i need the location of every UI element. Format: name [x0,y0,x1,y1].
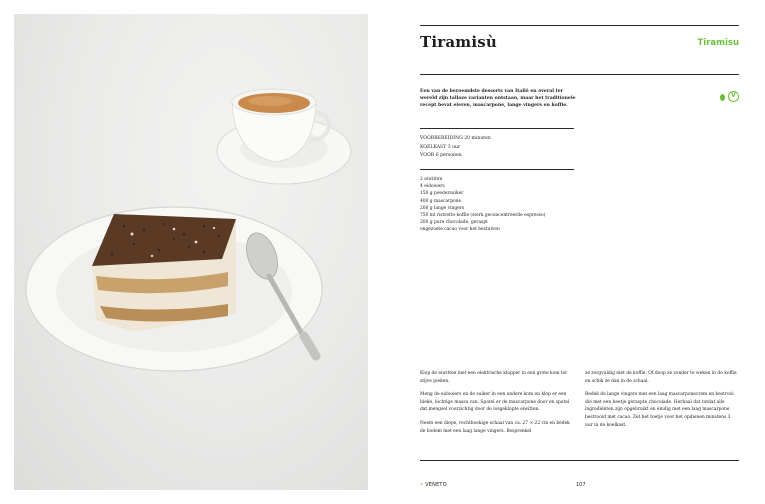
ingredient-item: 200 g lange vingers [420,205,465,211]
servings: VOOR 6 personen [420,153,462,159]
title-rule [420,74,739,75]
recipe-intro: Een van de beroemdste desserts van Italië en overal ter wereld zijn talloze varianten ontstaan, maar het traditionele recept bevat eieren, mascarpone, lange vingers en koffie. [420,89,576,108]
method-column-right [585,370,739,435]
recipe-title: Tiramisù [420,33,498,51]
method-step: Neem een diepe, rechthoekige schaal van ca. 27 × 22 cm en bedek de bodem met een laag lange vingers. Besprenkel [420,420,570,434]
ingredient-item: 2 eiwitten [420,177,443,182]
method-step: ze zorgvuldig met de koffie. Of doop ze zonder te weken in de koffie en schik ze dan in de schaal. [585,371,737,384]
page-number: 107 [576,482,586,488]
ingredient-item: 750 ml ristretto-koffie (sterk geconcentreerde espresso) [420,213,546,219]
fridge-time: KOELKAST 3 uur [420,144,461,150]
green-dot-icon [720,94,725,101]
method-column-left [420,370,574,441]
ingredient-item: 4 eidooiers [420,184,445,190]
vegetarian-badge-icon: V [728,91,739,102]
section-name: VENETO [425,482,447,488]
ingredient-item: 150 g poedersuiker [420,191,464,197]
tiramisu-illustration [14,14,368,490]
ingredient-item: ongezoete cacao voor het bestuiven [420,227,500,233]
ingredient-list [420,176,600,234]
method-step: Bedek de lange vingers met een laag mascarponecrem en bestrooi die met een beetje geraspte chocolade. Herhaal dat totdat alle ingrediënten zijn opgebruikt en eindig met een laag mascarpone bestrooid met cacao. Zet het toetje voor het opdienen minstens 3 uur in de koelkast. [585,392,734,428]
method-step: Klop de eiwitten met een elektrische klopper in een grote kom tot stijve pieken. [420,371,568,384]
top-rule [420,25,739,26]
recipe-subtitle: Tiramisu [697,38,739,48]
prep-info [420,135,580,161]
bullet-icon: • [420,482,424,488]
footer-section [420,482,447,488]
prep-rule [420,169,574,170]
method-step: Meng de eidooiers en de suiker in een andere kom en klop er een bleke, luchtige massa van. Spatel er de mascarpone door en spatel dat mengsel voorzichtig door de losgeklopte eiwitten. [420,392,570,413]
tiramisu-photo [14,14,368,490]
bottom-rule [420,460,739,461]
ingredient-item: 400 g mascarpone [420,198,462,204]
ingredient-item: 200 g pure chocolade, geraspt [420,220,488,226]
prep-time: VOORBEREIDING 20 minuten [420,136,491,141]
intro-rule [420,128,574,129]
